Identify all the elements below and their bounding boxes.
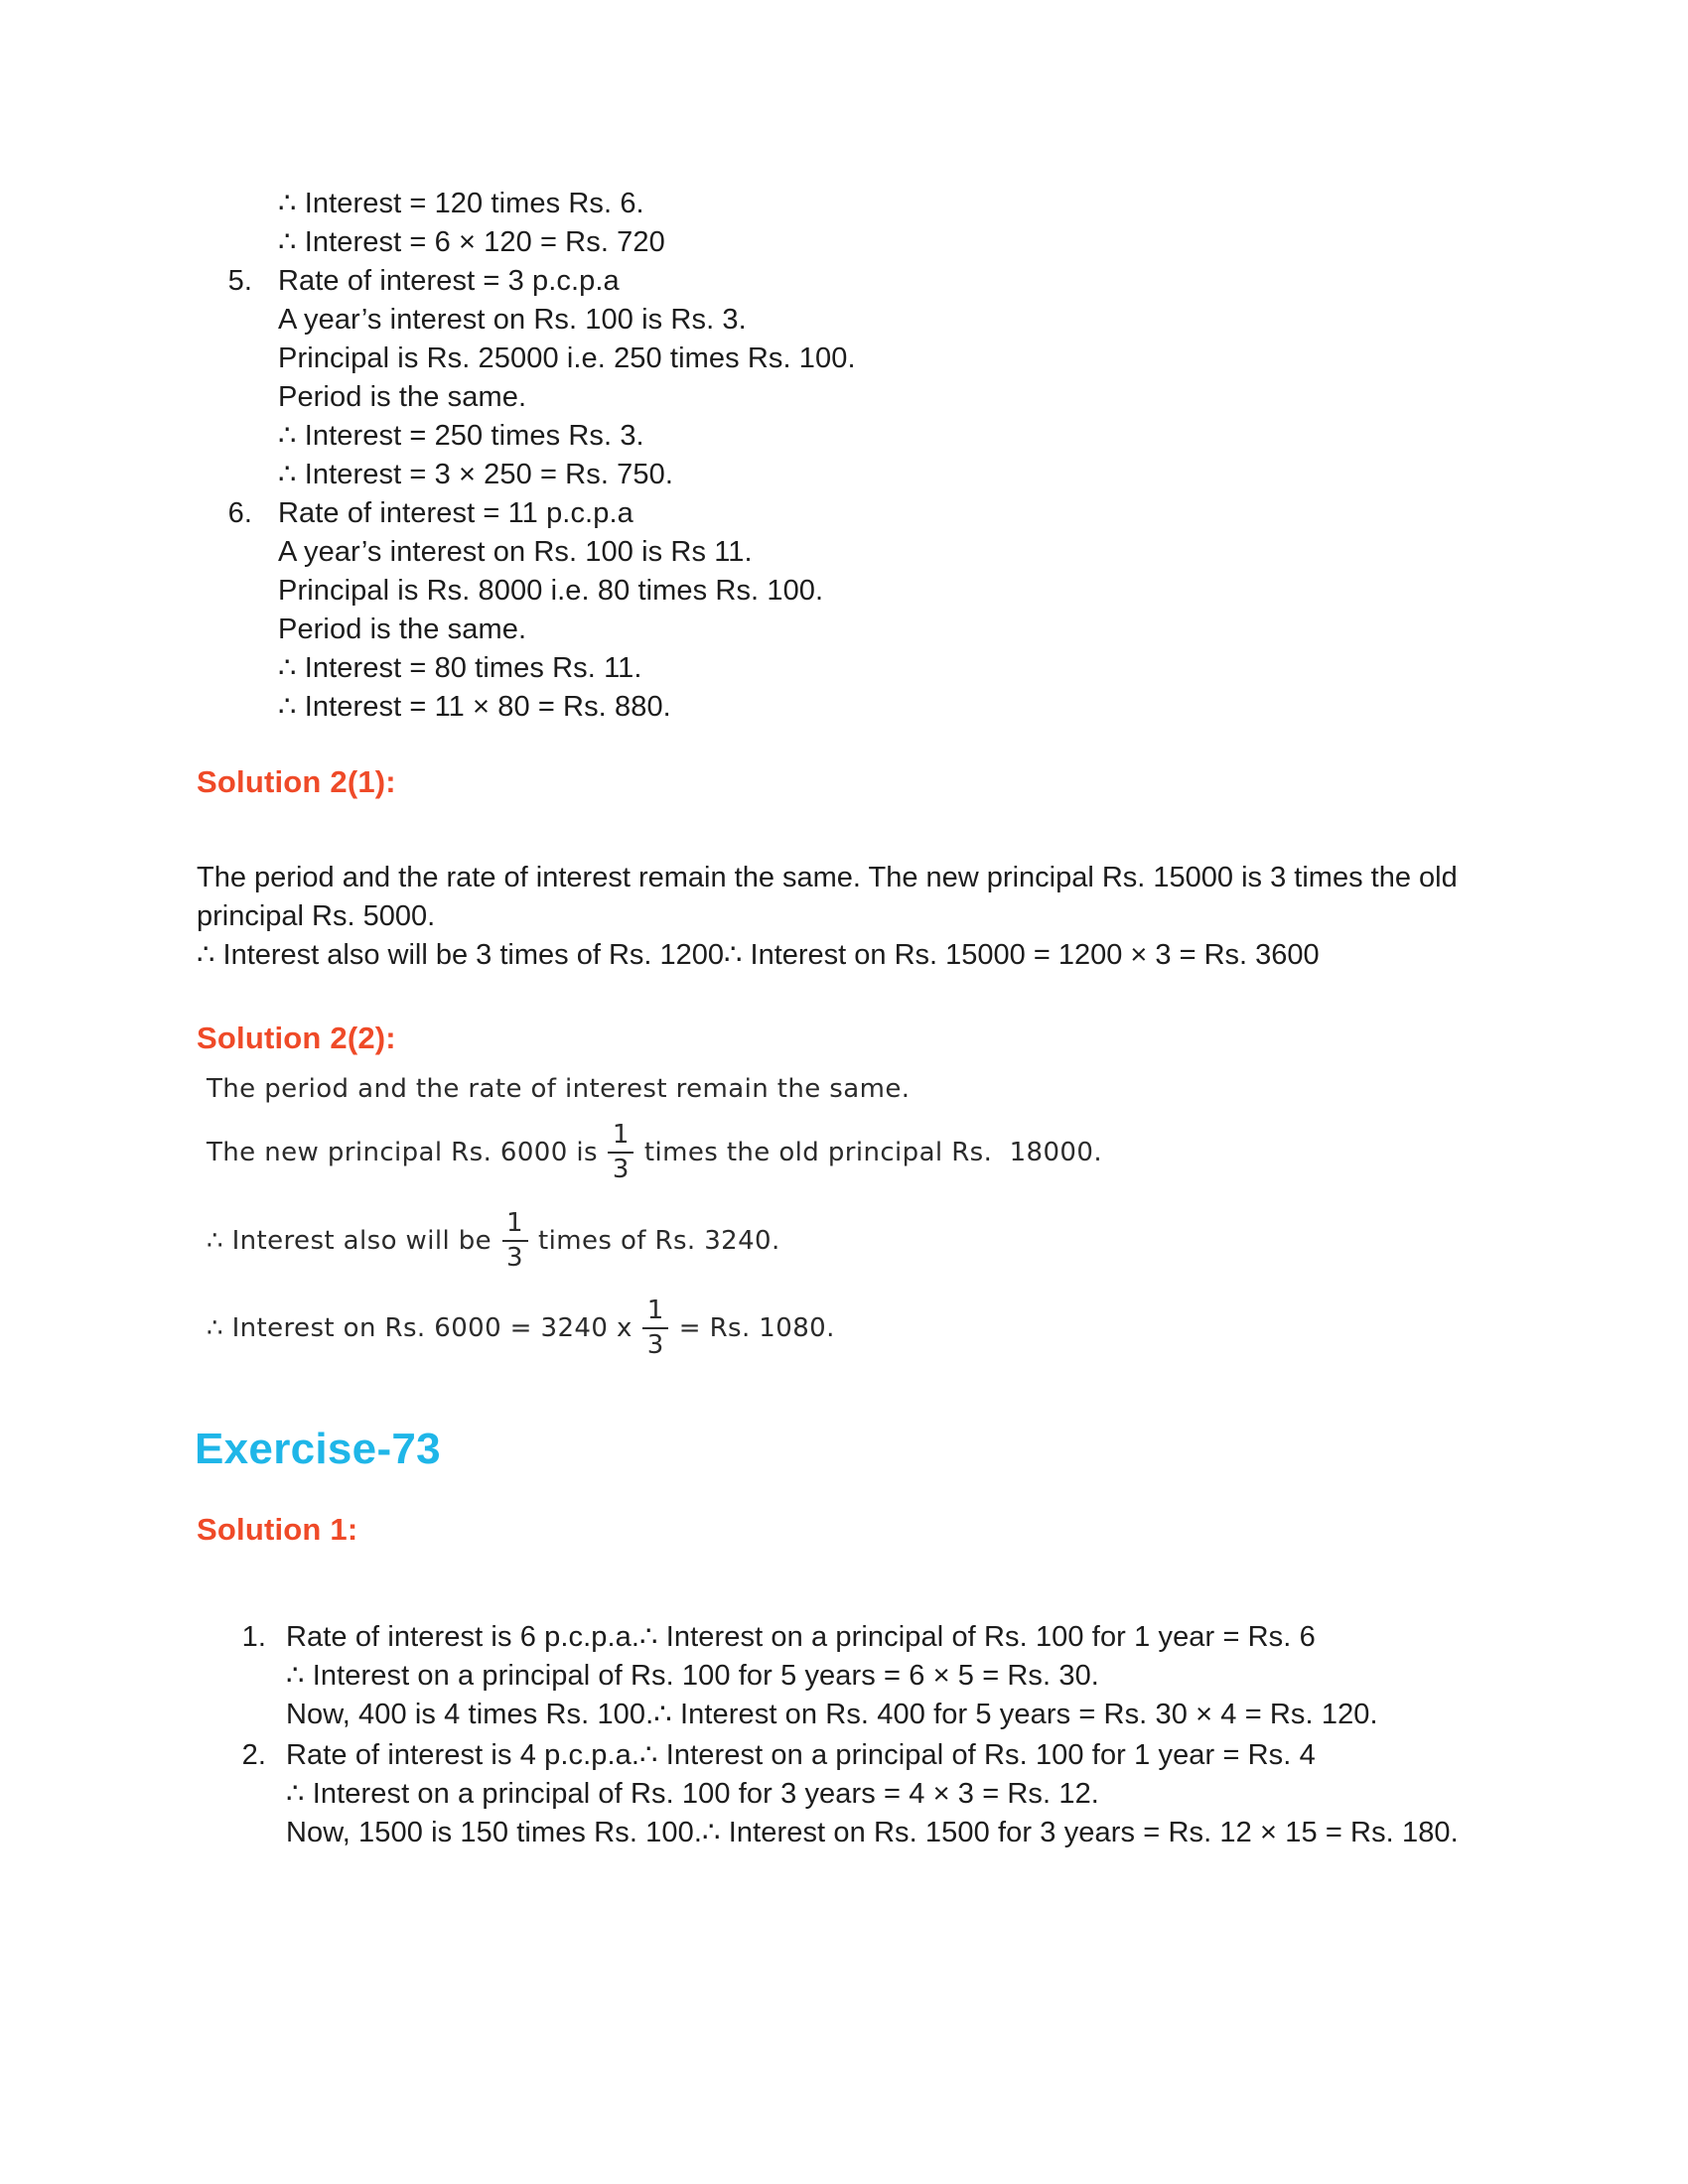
exercise-title: Exercise-73: [195, 1425, 441, 1473]
list-item: [195, 262, 1466, 494]
fraction-denominator: 3: [646, 1330, 664, 1361]
item-line: Rate of interest = 11 p.c.p.a: [278, 497, 633, 529]
scan-line-3: [207, 1207, 1497, 1273]
solution-1-heading: Solution 1:: [197, 1512, 358, 1547]
list-item: [226, 1736, 1487, 1852]
lead-lines: [278, 185, 1466, 262]
solution-2-2-heading: Solution 2(2):: [197, 1021, 396, 1055]
scan-text: times the old principal Rs. 18000.: [643, 1138, 1102, 1168]
list-marker: 1.: [241, 1621, 266, 1653]
lead-line: ∴ Interest = 6 × 120 = Rs. 720: [278, 226, 665, 258]
item-line: Principal is Rs. 8000 i.e. 80 times Rs. 100.: [278, 575, 824, 607]
list-item: [226, 1618, 1487, 1734]
fraction-one-third: [608, 1122, 634, 1184]
fraction-denominator: 3: [612, 1155, 630, 1185]
item-line: Rate of interest is 6 p.c.p.a.∴ Interest on a principal of Rs. 100 for 1 year = Rs. 6: [286, 1621, 1316, 1653]
continued-solution-list: [195, 185, 1466, 727]
scan-text: ∴ Interest also will be: [207, 1225, 492, 1256]
fraction-one-third: [501, 1207, 528, 1273]
scan-text: = Rs. 1080.: [678, 1313, 835, 1344]
scan-text: ∴ Interest on Rs. 6000 = 3240 x: [207, 1313, 633, 1344]
numbered-list: [195, 262, 1466, 727]
item-line: Period is the same.: [278, 381, 527, 413]
item-line: Principal is Rs. 25000 i.e. 250 times Rs. 100.: [278, 342, 856, 374]
list-marker: 6.: [227, 497, 252, 529]
item-line: ∴ Interest = 250 times Rs. 3.: [278, 420, 644, 452]
item-line: A year’s interest on Rs. 100 is Rs 11.: [278, 536, 753, 568]
numbered-list: [226, 1618, 1487, 1852]
solution-1-list: [226, 1618, 1487, 1854]
item-line: Now, 400 is 4 times Rs. 100.∴ Interest on Rs. 400 for 5 years = Rs. 30 × 4 = Rs. 120.: [286, 1699, 1378, 1730]
solution-2-1-paragraph: The period and the rate of interest remain the same. The new principal Rs. 15000 is 3 times the old principal Rs. 5000.: [197, 862, 1458, 932]
list-item: [195, 494, 1466, 727]
item-line: ∴ Interest on a principal of Rs. 100 for 5 years = 6 × 5 = Rs. 30.: [286, 1660, 1099, 1692]
fraction-bar: [642, 1327, 668, 1329]
fraction-one-third: [642, 1297, 669, 1360]
lead-line: ∴ Interest = 120 times Rs. 6.: [278, 188, 644, 219]
item-line: ∴ Interest = 11 × 80 = Rs. 880.: [278, 691, 671, 723]
fraction-bar: [502, 1240, 528, 1242]
list-marker: 2.: [241, 1739, 266, 1771]
scan-text: The new principal Rs. 6000 is: [207, 1138, 598, 1168]
solution-2-1-heading: Solution 2(1):: [197, 764, 396, 799]
fraction-denominator: 3: [506, 1242, 523, 1273]
scan-line-4: [207, 1297, 1497, 1360]
list-marker: 5.: [227, 265, 252, 297]
fraction-numerator: 1: [612, 1120, 630, 1150]
solution-2-2-body: [207, 1074, 1497, 1386]
item-line: Now, 1500 is 150 times Rs. 100.∴ Interest on Rs. 1500 for 3 years = Rs. 12 × 15 = Rs. 180.: [286, 1817, 1459, 1848]
scan-line-2: [207, 1122, 1497, 1184]
fraction-numerator: 1: [646, 1296, 664, 1326]
item-line: ∴ Interest = 3 × 250 = Rs. 750.: [278, 459, 673, 490]
item-line: Period is the same.: [278, 614, 527, 645]
item-line: ∴ Interest = 80 times Rs. 11.: [278, 652, 642, 684]
fraction-numerator: 1: [506, 1207, 523, 1238]
fraction-bar: [608, 1152, 633, 1154]
item-line: ∴ Interest on a principal of Rs. 100 for 3 years = 4 × 3 = Rs. 12.: [286, 1778, 1099, 1810]
scan-text: The period and the rate of interest remain the same.: [207, 1074, 911, 1104]
solution-2-1-conclusion: ∴ Interest also will be 3 times of Rs. 1200∴ Interest on Rs. 15000 = 1200 × 3 = Rs. 3600: [197, 939, 1320, 971]
item-line: Rate of interest is 4 p.c.p.a.∴ Interest on a principal of Rs. 100 for 1 year = Rs. 4: [286, 1739, 1316, 1771]
scan-line-1: [207, 1074, 1497, 1104]
item-line: Rate of interest = 3 p.c.p.a: [278, 265, 620, 297]
item-line: A year’s interest on Rs. 100 is Rs. 3.: [278, 304, 747, 336]
scan-text: times of Rs. 3240.: [538, 1225, 780, 1256]
